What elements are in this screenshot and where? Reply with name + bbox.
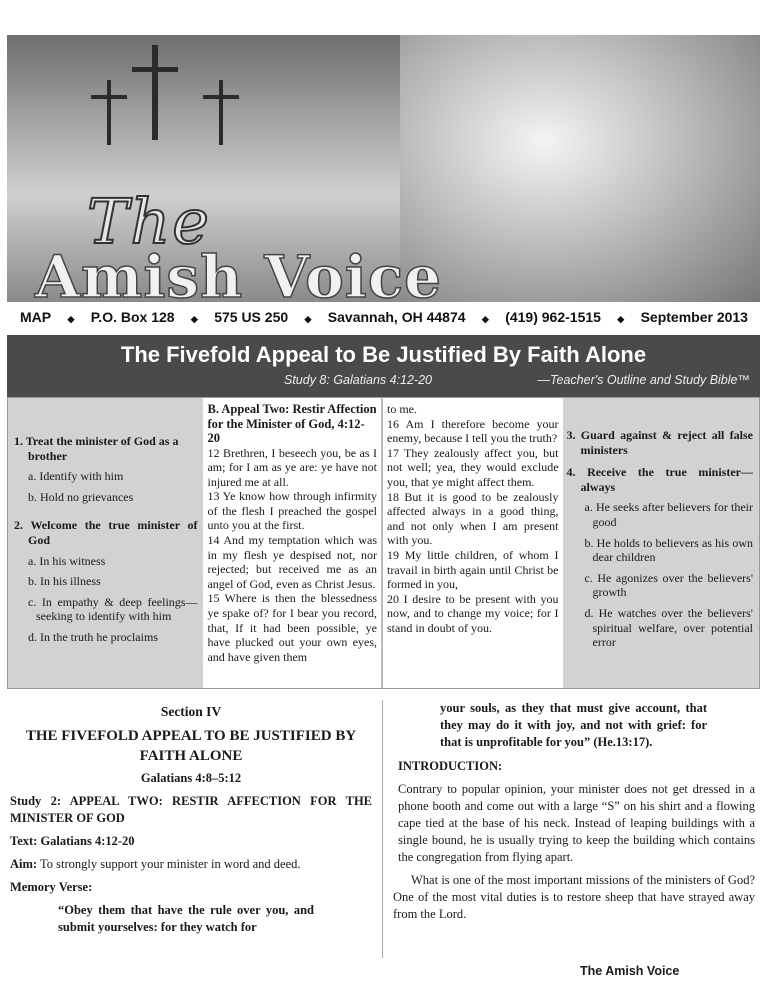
introduction-paragraph-2: What is one of the most important missions of the ministers of God? One of the most vital duties is to restore sheep that have strayed away from the Lord. [393,873,755,921]
lesson-left-column [10,703,372,936]
verse: 19 My little children, of whom I travail in birth again until Christ be formed in you, [387,547,559,592]
outline-point-4: 4. Receive the true minister—always [566,465,753,494]
cross-icon [152,45,158,140]
scripture-column-1 [203,398,383,688]
outline-subpoint: a. He seeks after believers for their good [584,500,753,529]
memory-verse-part-1: “Obey them that have the rule over you, and submit yourselves: for they watch for [58,903,314,934]
bullet-icon: ◆ [481,314,489,324]
verse: to me. [387,402,417,416]
masthead-date: September 2013 [640,309,748,325]
bullet-icon: ◆ [304,314,312,324]
outline-subpoint: a. In his witness [28,553,106,568]
bullet-icon: ◆ [67,314,75,324]
memory-verse-part-2: your souls, as they that must give account, that they may do it with joy, and not with grief: for that is unprofitable for you” (He.13:17). [440,701,707,749]
outline-left-column [8,398,203,688]
verse: 15 Where is then the blessedness ye spake of? for I bear you record, that, If it had been possible, ye have plucked out your own eyes, and have given them [207,591,377,664]
study-heading: Study 2: APPEAL TWO: RESTIR AFFECTION FOR THE MINISTER OF GOD [10,794,372,825]
masthead-city: Savannah, OH 44874 [327,309,466,325]
introduction-paragraph-1: Contrary to popular opinion, your minister does not get dressed in a phone booth and come out with a large “S” on his shirt and a flowing cape tied at the base of his neck. Instead of leaping buildings with a single bound, he is usually trying to keep the building which contains the congregation from flying apart. [398,782,755,864]
aim [10,856,372,873]
aim-text: To strongly support your minister in word and deed. [37,857,301,871]
verse: 18 But it is good to be zealously affected always in a good thing, and not only when I am present with you. [387,489,559,548]
masthead-pobox: P.O. Box 128 [90,309,175,325]
source-credit: —Teacher's Outline and Study Bible™ [537,373,750,387]
lesson-right-column [393,703,755,923]
masthead-info [20,309,748,329]
verse: 20 I desire to be present with you now, and to change my voice; for I stand in doubt of you. [387,591,559,635]
study-reference: Study 8: Galatians 4:12-20 [284,373,433,387]
outline-subpoint: b. In his illness [28,574,101,589]
outline-table [7,397,760,689]
outline-point-2: 2. Welcome the true minister of God [14,518,198,547]
outline-subpoint: c. He agonizes over the believers' growth [584,570,753,600]
outline-subpoint: b. Hold no grievances [28,489,134,504]
outline-subpoint: d. He watches over the believers' spiritual welfare, over potential error [584,605,753,650]
cross-icon [107,80,111,145]
text-reference: Text: Galatians 4:12-20 [10,834,135,848]
masthead-street: 575 US 250 [214,309,289,325]
scripture-heading: B. Appeal Two: Restir Affection for the Minister of God, 4:12-20 [207,402,377,445]
lesson-title: THE FIVEFOLD APPEAL TO BE JUSTIFIED BY FAITH ALONE [25,728,357,764]
verse: 17 They zealously affect you, but not well; yea, they would exclude you, that ye might affect them. [387,445,559,489]
verse: 16 Am I therefore become your enemy, because I tell you the truth? [387,416,559,446]
bullet-icon: ◆ [617,314,625,324]
outline-subpoint: a. Identify with him [28,469,124,484]
page-title: The Fivefold Appeal to Be Justified By Faith Alone [120,342,647,367]
cross-icon [132,67,178,72]
sky-light [400,35,760,302]
masthead-phone: (419) 962-1515 [505,309,601,325]
outline-subpoint: d. In the truth he proclaims [28,629,158,644]
cross-icon [219,80,223,145]
column-divider [382,700,383,958]
outline-subpoint: c. In empathy & deep feelings—seeking to identify with him [28,594,198,624]
verse: 14 And my temptation which was in my flesh ye despised not, nor rejected; but received me as an angel of God, even as Christ Jesus. [207,533,377,591]
logo-the: The [87,185,211,258]
outline-point-1: 1. Treat the minister of God as a brother [14,434,179,463]
footer-publication: The Amish Voice [580,964,680,978]
outline-right-column [563,398,759,688]
outline-subpoint: b. He holds to believers as his own dear children [584,535,753,565]
outline-point-3: 3. Guard against & reject all false ministers [566,428,753,457]
scripture-column-2 [383,398,563,688]
memory-verse-label: Memory Verse: [10,880,93,894]
introduction-label: INTRODUCTION: [398,759,503,773]
aim-label: Aim: [10,857,38,871]
lesson-reference: Galatians 4:8–5:12 [140,771,242,785]
cross-icon [91,95,127,99]
section-label: Section IV [160,704,222,719]
masthead-map: MAP [20,309,52,325]
title-bar [7,335,760,397]
verse: 12 Brethren, I beseech you, be as I am; for I am as ye are: ye have not injured me at all. [207,445,377,489]
logo-amish-voice: Amish Voice [35,243,443,302]
cross-icon [203,95,239,99]
verse: 13 Ye know how through infirmity of the flesh I preached the gospel unto you at the first. [207,489,377,533]
masthead-banner-image [7,35,760,302]
bullet-icon: ◆ [190,314,198,324]
